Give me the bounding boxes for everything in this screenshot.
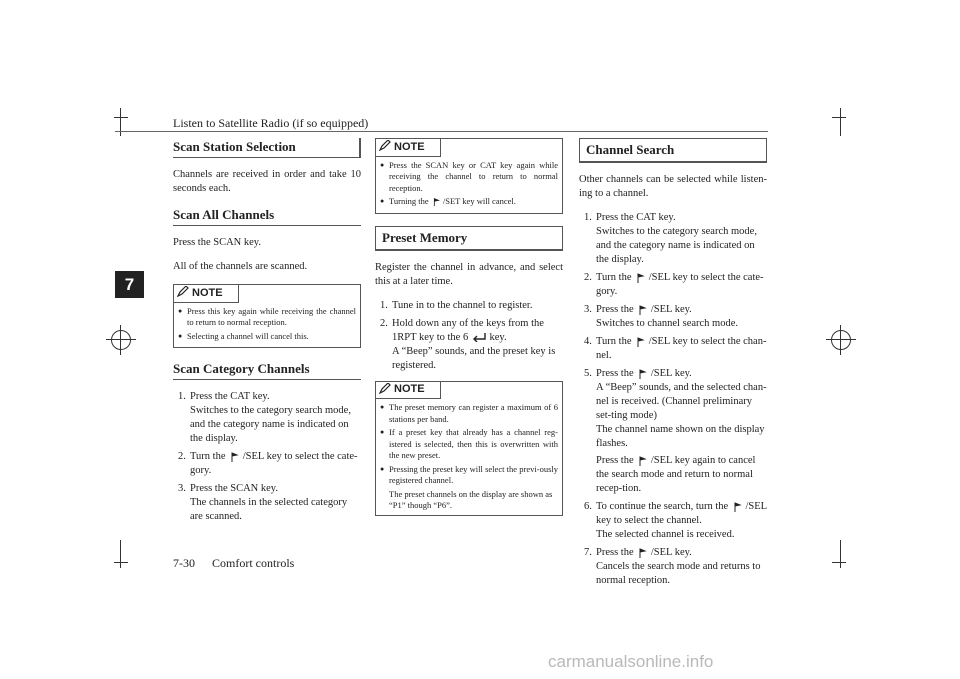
- chapter-tab: 7: [115, 271, 144, 298]
- crop-mark-bottom-right-v: [840, 540, 841, 568]
- note-box-top: [375, 138, 563, 214]
- step-number: 1.: [380, 299, 388, 311]
- note-text-pre: Turning the: [389, 196, 429, 206]
- step-number: 3.: [584, 304, 592, 315]
- step-number: 7.: [584, 547, 592, 558]
- step-item: [579, 546, 767, 588]
- step-subtext: A “Beep” sounds, and the selected chan-nel is received. (Channel preliminary set-ting mode): [596, 382, 767, 421]
- tune-knob-icon: [731, 501, 743, 513]
- footer-section: Comfort controls: [212, 556, 295, 570]
- crop-mark-bottom-right-h: [832, 562, 846, 563]
- step-text-post: /SEL key to select the cate-gory.: [190, 451, 358, 476]
- step-text-post: key.: [489, 331, 507, 343]
- note-label: NOTE: [192, 286, 223, 299]
- tune-knob-icon: [634, 336, 646, 348]
- page-header-title: Listen to Satellite Radio (if so equipped): [173, 116, 369, 130]
- channel-search-steps: [579, 211, 767, 588]
- step-number: 4.: [584, 336, 592, 347]
- step-item: [579, 367, 767, 496]
- step-text-pre: Press the: [596, 304, 634, 315]
- step-item: [579, 335, 767, 363]
- section-title-preset-memory: Preset Memory: [375, 226, 563, 251]
- step-text-post: /SEL key.: [650, 547, 692, 558]
- step-item: [173, 450, 361, 478]
- note-label: NOTE: [394, 383, 425, 395]
- step-subtext: The channels in the selected category are scanned.: [190, 497, 348, 522]
- step-item: [173, 482, 361, 524]
- step-item: [375, 317, 563, 373]
- step-item: [375, 299, 563, 313]
- note-item: ● Selecting a channel will cancel this.: [178, 331, 356, 343]
- tune-knob-icon: [636, 455, 648, 467]
- tune-knob-icon: [634, 272, 646, 284]
- step-text-pre: Turn the: [190, 451, 226, 462]
- page-number: 7-30: [173, 556, 195, 570]
- note-item: ● Pressing the preset key will select the previ-ously registered channel.: [380, 464, 558, 487]
- pencil-icon: [379, 140, 391, 155]
- column-2: [375, 138, 563, 528]
- step-text-pre: Press the: [596, 547, 634, 558]
- step-subtext: Switches to the category search mode, and the category name is indicated on the display.: [596, 226, 757, 265]
- note-label: NOTE: [394, 140, 425, 153]
- section-title-scan-all: Scan All Channels: [173, 206, 361, 226]
- section-title-channel-search: Channel Search: [579, 138, 767, 163]
- column-1: [173, 138, 361, 528]
- note-item: ● Press this key again while receiving the channel to return to normal reception.: [178, 306, 356, 329]
- step-number: 6.: [584, 501, 592, 512]
- step-subtext: The selected channel is received.: [596, 529, 735, 540]
- step-text: Tune in to the channel to register.: [392, 299, 533, 311]
- step-text-post: /SEL key to select the cate-gory.: [596, 272, 764, 297]
- step-text-pre: Hold down any of the keys from the 1RPT key to the 6: [392, 317, 544, 343]
- step-subtext: Cancels the search mode and returns to normal reception.: [596, 561, 761, 586]
- scan-all-p2: All of the channels are scanned.: [173, 261, 308, 272]
- pencil-icon: [177, 286, 189, 301]
- note-header: [376, 382, 441, 400]
- return-arrow-icon: [471, 332, 487, 342]
- step-subtext: Switches to the category search mode, and the category name is indicated on the display.: [190, 405, 351, 444]
- step-text-post: /SEL key to select the chan-nel.: [596, 336, 767, 361]
- step-item: [579, 271, 767, 299]
- step-text-post: /SEL key.: [650, 368, 692, 379]
- note-item: ● The preset memory can register a maximum of 6 stations per band.: [380, 402, 558, 425]
- step-subtext: The channel name shown on the display flashes.: [596, 424, 765, 449]
- step-text-pre: To continue the search, turn the: [596, 501, 729, 512]
- step-number: 2.: [380, 317, 388, 329]
- preset-steps: [375, 299, 563, 373]
- note-extra-text: The preset channels on the display are shown as “P1” though “P6”.: [389, 488, 553, 510]
- step-text-post: /SEL key to select the channel.: [596, 501, 767, 526]
- section-title-scan-station: Scan Station Selection: [173, 138, 361, 158]
- header-rule: [115, 131, 768, 132]
- step-item: [579, 303, 767, 331]
- step-text-pre: Turn the: [596, 272, 632, 283]
- tune-knob-icon: [636, 304, 648, 316]
- scan-station-body: Channels are received in order and take 10 seconds each.: [173, 169, 361, 194]
- section-title-scan-category: Scan Category Channels: [173, 360, 361, 380]
- tune-knob-icon: [228, 451, 240, 463]
- step-item: [579, 211, 767, 267]
- crop-mark-bottom-left-v: [120, 540, 121, 568]
- step-text-pre: Turn the: [596, 336, 632, 347]
- crop-mark-top-left-h: [114, 117, 128, 118]
- crop-mark-top-right-h: [832, 117, 846, 118]
- note-box-bottom: [375, 381, 563, 516]
- note-header: [174, 285, 239, 303]
- channel-search-body: Other channels can be selected while listen-ing to a channel.: [579, 174, 767, 199]
- step-text-post: /SEL key again to cancel the search mode and return to normal recep-tion.: [596, 455, 756, 494]
- crop-mark-top-right-v: [840, 108, 841, 136]
- crop-mark-bottom-left-h: [114, 562, 128, 563]
- note-box-scan-all: [173, 284, 361, 348]
- step-number: 5.: [584, 368, 592, 379]
- pencil-icon: [379, 383, 391, 398]
- note-header: [376, 139, 441, 157]
- step-subtext: A “Beep” sounds, and the preset key is registered.: [392, 345, 556, 371]
- scan-all-p1: Press the SCAN key.: [173, 237, 261, 248]
- registration-mark-right: [831, 330, 851, 350]
- step-text-pre: Press the: [596, 455, 634, 466]
- step-subtext: [596, 454, 767, 496]
- step-item: [579, 500, 767, 542]
- note-item: ● Press the SCAN key or CAT key again while receiving the channel to return to normal reception.: [380, 160, 558, 195]
- step-number: 2.: [178, 451, 186, 462]
- step-number: 1.: [584, 212, 592, 223]
- column-3: [579, 138, 767, 592]
- tune-knob-icon: [636, 547, 648, 559]
- watermark-text: carmanualsonline.info: [548, 652, 714, 671]
- note-item: [380, 196, 558, 208]
- tune-knob-icon: [636, 368, 648, 380]
- tune-knob-icon: [431, 197, 441, 207]
- preset-body: Register the channel in advance, and select this at a later time.: [375, 261, 563, 287]
- scan-category-steps: [173, 390, 361, 524]
- step-text: Press the SCAN key.: [190, 483, 278, 494]
- registration-mark-left: [111, 330, 131, 350]
- step-subtext: Switches to channel search mode.: [596, 318, 738, 329]
- step-number: 3.: [178, 483, 186, 494]
- step-text: Press the CAT key.: [190, 391, 270, 402]
- step-text-pre: Press the: [596, 368, 634, 379]
- step-text-post: /SEL key.: [650, 304, 692, 315]
- note-text-post: /SET key will cancel.: [442, 196, 516, 206]
- page-footer: [173, 556, 294, 571]
- step-number: 1.: [178, 391, 186, 402]
- step-text: Press the CAT key.: [596, 212, 676, 223]
- step-number: 2.: [584, 272, 592, 283]
- step-item: [173, 390, 361, 446]
- note-item: ● If a preset key that already has a channel reg-istered is selected, then this is overwritten with the new preset.: [380, 427, 558, 462]
